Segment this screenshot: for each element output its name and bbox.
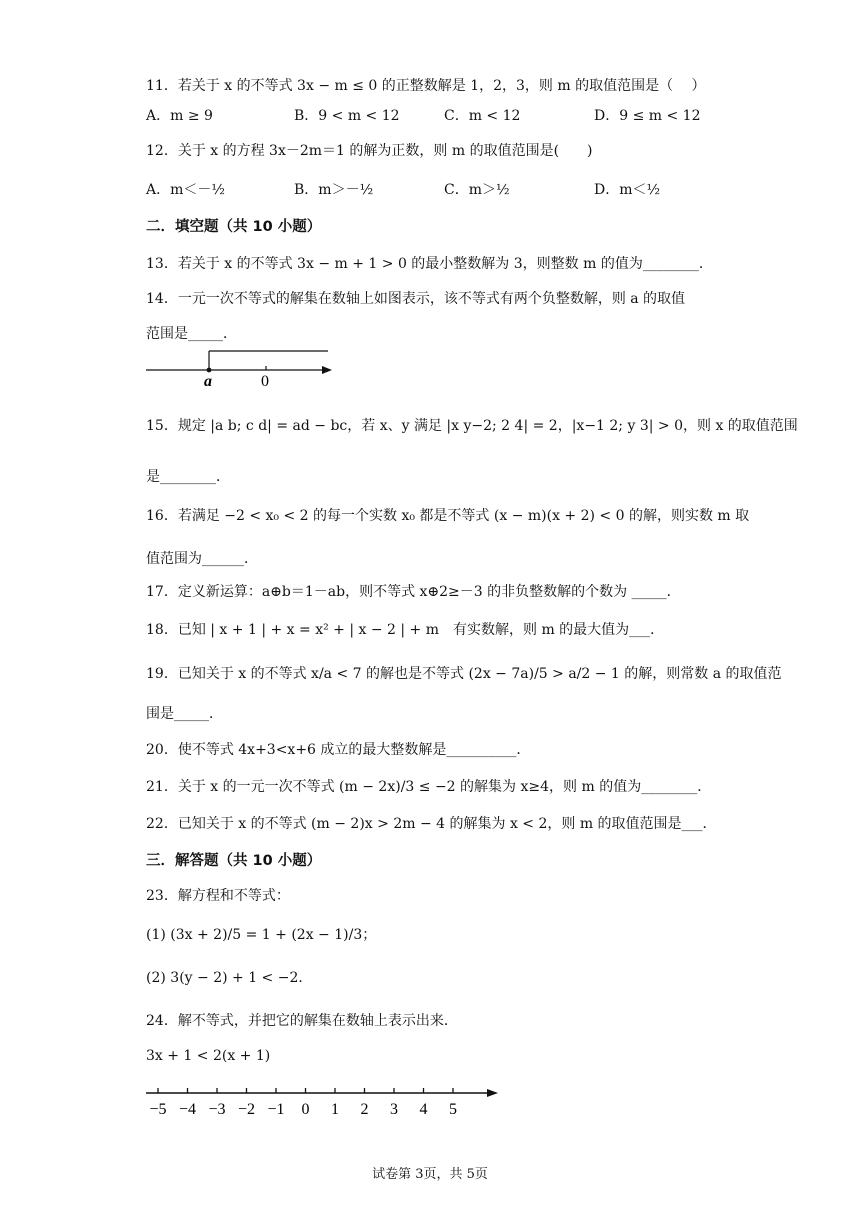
question-13: 13．若关于 x 的不等式 3x − m + 1 > 0 的最小整数解为 3，则整数 m 的值为________． bbox=[146, 256, 713, 272]
q24-tick-label: 2 bbox=[360, 1101, 369, 1118]
question-24-inequality: 3x + 1 < 2(x + 1) bbox=[146, 1048, 271, 1064]
q24-tick-label: −3 bbox=[208, 1101, 226, 1118]
q11-option-d: D．9 ≤ m < 12 bbox=[594, 108, 701, 124]
question-15-line1: 15．规定 |a b; c d| = ad − bc，若 x、y 满足 |x y−2; 2 4| = 2，|x−1 2; y 3| > 0，则 x 的取值范围 bbox=[146, 418, 798, 434]
q12-option-d: D．m＜½ bbox=[594, 182, 661, 198]
q12-option-c: C．m＞½ bbox=[444, 182, 510, 198]
question-17: 17．定义新运算：a⊕b＝1－ab，则不等式 x⊕2≥－3 的非负整数解的个数为 _____． bbox=[146, 584, 681, 600]
q24-tick-label: 1 bbox=[331, 1101, 339, 1118]
section-fill-in-title: 二．填空题（共 10 小题） bbox=[146, 219, 322, 235]
page-footer: 试卷第 3页，共 5页 bbox=[372, 1167, 488, 1182]
q14-number-line bbox=[146, 343, 346, 388]
q11-option-a: A．m ≥ 9 bbox=[146, 108, 213, 124]
q24-tick-label: −4 bbox=[178, 1101, 197, 1118]
question-19-line2: 围是_____． bbox=[146, 706, 223, 722]
question-23-part1: (1) (3x + 2)/5 = 1 + (2x − 1)/3； bbox=[146, 927, 377, 943]
question-20: 20．使不等式 4x+3<x+6 成立的最大整数解是__________． bbox=[146, 742, 531, 758]
q24-tick-label: −1 bbox=[267, 1101, 285, 1118]
q24-number-line bbox=[146, 1085, 506, 1119]
question-21: 21．关于 x 的一元一次不等式 (m − 2x)/3 ≤ −2 的解集为 x≥4，则 m 的值为________． bbox=[146, 779, 712, 795]
q14-label-a: a bbox=[204, 373, 212, 390]
question-22: 22．已知关于 x 的不等式 (m − 2)x > 2m − 4 的解集为 x < 2，则 m 的取值范围是___． bbox=[146, 816, 717, 832]
question-12: 12．关于 x 的方程 3x－2m＝1 的解为正数，则 m 的取值范围是( ) bbox=[146, 143, 593, 159]
q24-tick-label: −5 bbox=[149, 1101, 167, 1118]
question-23-title: 23．解方程和不等式： bbox=[146, 888, 290, 904]
section-answer-title: 三．解答题（共 10 小题） bbox=[146, 853, 322, 869]
q24-tick-label: −2 bbox=[237, 1101, 256, 1118]
question-14-line1: 14．一元一次不等式的解集在数轴上如图表示，该不等式有两个负整数解，则 a 的取值 bbox=[146, 291, 686, 307]
q11-option-b: B．9 < m < 12 bbox=[294, 108, 400, 124]
question-24-title: 24．解不等式，并把它的解集在数轴上表示出来． bbox=[146, 1013, 458, 1029]
question-18: 18．已知 | x + 1 | + x = x² + | x − 2 | + m 有实数解，则 m 的最大值为___． bbox=[146, 622, 665, 638]
q24-tick-label: 5 bbox=[449, 1101, 457, 1118]
q12-option-b: B．m＞－½ bbox=[294, 182, 374, 198]
q24-tick-label: 3 bbox=[390, 1101, 398, 1118]
question-11: 11．若关于 x 的不等式 3x − m ≤ 0 的正整数解是 1，2，3，则 m 的取值范围是（ ） bbox=[146, 78, 706, 94]
q12-option-a: A．m＜－½ bbox=[146, 182, 225, 198]
question-15-line2: 是________． bbox=[146, 469, 230, 485]
question-16-line2: 值范围为______． bbox=[146, 551, 258, 567]
q11-option-c: C．m < 12 bbox=[444, 108, 521, 124]
question-16-line1: 16．若满足 −2 < x₀ < 2 的每一个实数 x₀ 都是不等式 (x − m)(x + 2) < 0 的解，则实数 m 取 bbox=[146, 508, 750, 524]
question-19-line1: 19．已知关于 x 的不等式 x/a < 7 的解也是不等式 (2x − 7a)/5 > a/2 − 1 的解，则常数 a 的取值范 bbox=[146, 666, 782, 682]
q14-label-zero: 0 bbox=[261, 373, 269, 390]
question-14-line2: 范围是_____． bbox=[146, 326, 237, 342]
q24-tick-label: 4 bbox=[419, 1101, 428, 1118]
question-23-part2: (2) 3(y − 2) + 1 < −2． bbox=[146, 970, 313, 986]
q24-tick-label: 0 bbox=[301, 1101, 310, 1118]
